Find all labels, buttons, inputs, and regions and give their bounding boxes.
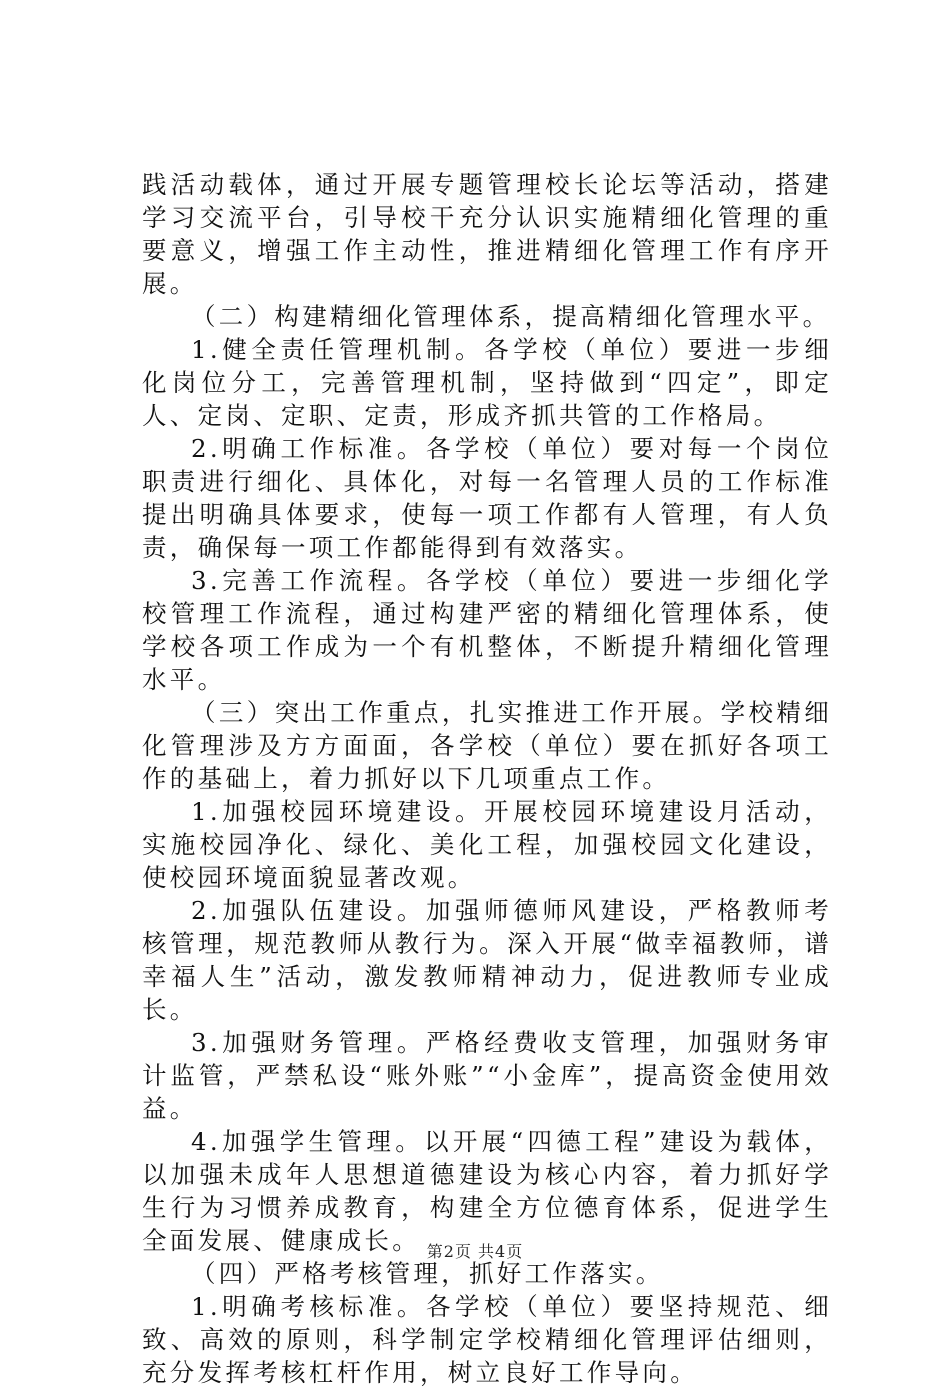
page-number-footer: 第2页 共4页: [426, 1242, 524, 1261]
paragraph-item: 2.明确工作标准。各学校（单位）要对每一个岗位职责进行细化、具体化，对每一名管理人员的工作标准提出明确具体要求，使每一项工作都有人管理，有人负责，确保每一项工作都能得到有效落实。: [142, 434, 832, 562]
paragraph-item: 3.完善工作流程。各学校（单位）要进一步细化学校管理工作流程，通过构建严密的精细化管理体系，使学校各项工作成为一个有机整体，不断提升精细化管理水平。: [142, 566, 832, 694]
section-heading-2: （二）构建精细化管理体系，提高精细化管理水平。: [191, 302, 831, 331]
paragraph-item: 1.明确考核标准。各学校（单位）要坚持规范、细致、高效的原则，科学制定学校精细化管理评估细则，充分发挥考核杠杆作用，树立良好工作导向。: [142, 1292, 832, 1387]
paragraph-item: 4.加强学生管理。以开展“四德工程”建设为载体，以加强未成年人思想道德建设为核心内容，着力抓好学生行为习惯养成教育，构建全方位德育体系，促进学生全面发展、健康成长。: [142, 1127, 832, 1255]
document-body: [142, 168, 832, 1389]
paragraph-item: 1.健全责任管理机制。各学校（单位）要进一步细化岗位分工，完善管理机制，坚持做到“四定”，即定人、定岗、定职、定责，形成齐抓共管的工作格局。: [142, 335, 832, 430]
paragraph-item: 3.加强财务管理。严格经费收支管理，加强财务审计监管，严禁私设“账外账”“小金库”，提高资金使用效益。: [142, 1028, 832, 1123]
paragraph-continuation: 践活动载体，通过开展专题管理校长论坛等活动，搭建学习交流平台，引导校干充分认识实施精细化管理的重要意义，增强工作主动性，推进精细化管理工作有序开展。: [142, 170, 832, 298]
section-heading-3: （三）突出工作重点，扎实推进工作开展。学校精细化管理涉及方方面面，各学校（单位）要在抓好各项工作的基础上，着力抓好以下几项重点工作。: [142, 698, 832, 793]
section-heading-4: （四）严格考核管理，抓好工作落实。: [191, 1259, 664, 1288]
paragraph-item: 2.加强队伍建设。加强师德师风建设，严格教师考核管理，规范教师从教行为。深入开展“做幸福教师，谱幸福人生”活动，激发教师精神动力，促进教师专业成长。: [142, 896, 832, 1024]
paragraph-item: 1.加强校园环境建设。开展校园环境建设月活动，实施校园净化、绿化、美化工程，加强校园文化建设，使校园环境面貌显著改观。: [142, 797, 832, 892]
